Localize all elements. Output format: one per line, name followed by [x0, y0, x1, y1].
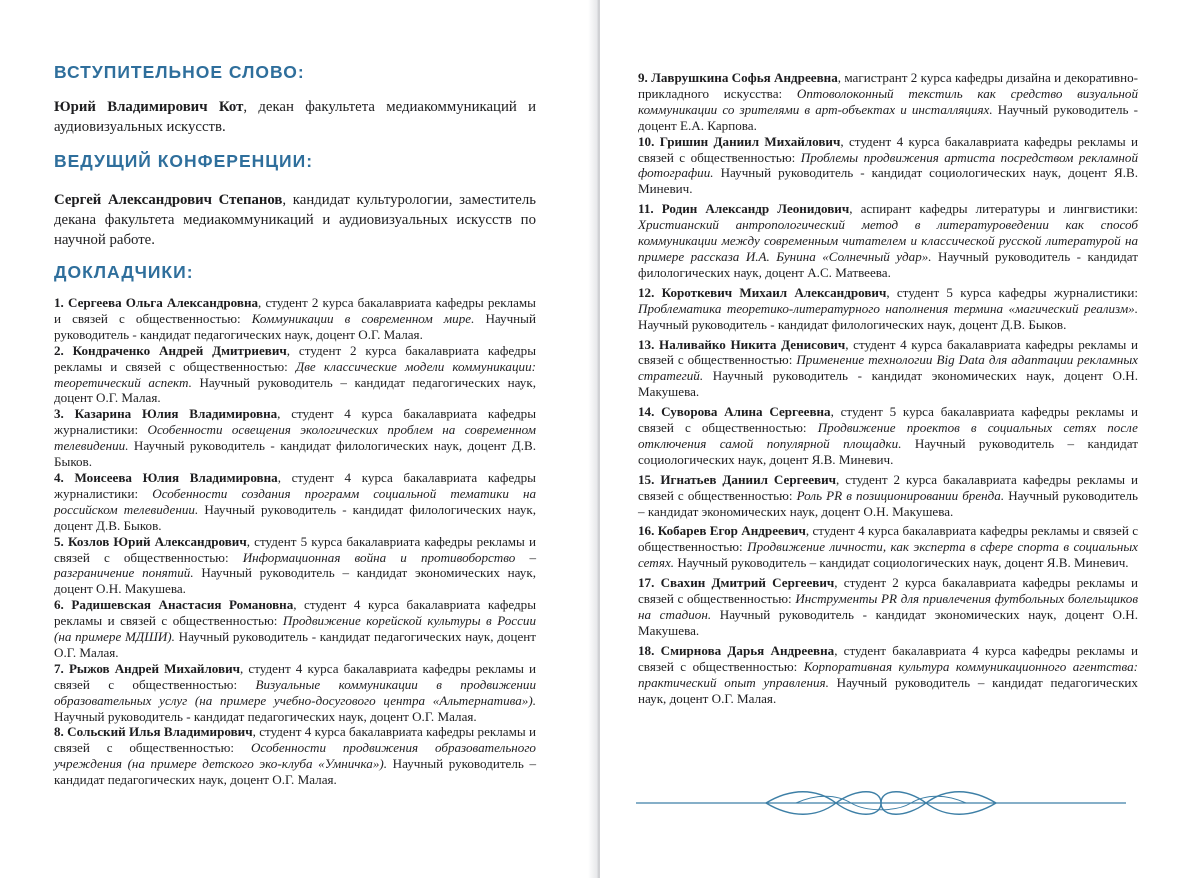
speaker-supervisor: Научный руководитель – кандидат педагогических наук, доцент О.Г. Малая.: [54, 374, 536, 406]
speaker-name: Сергеева Ольга Александровна: [67, 295, 259, 310]
speaker-info: , магистрант 2 курса кафедры дизайна и декоративно-прикладного искусства:: [638, 70, 1138, 101]
speaker-info: , студент 4 курса бакалавриата кафедры журналистики:: [54, 406, 537, 438]
speaker-supervisor: Научный руководитель - кандидат филологических наук, доцент А.С. Матвеева.: [638, 248, 1138, 280]
host-text: , кандидат культурологии, заместитель декана факультета медиакоммуникаций и аудиовизуальных искусств по научной работе.: [54, 192, 536, 248]
speaker-topic: Визуальные коммуникации в продвижении образовательных услуг (на примере учебно-досугового центра «Альтернатива»).: [54, 676, 536, 708]
speaker-supervisor: Научный руководитель - кандидат педагогических наук, доцент О.Г. Малая.: [54, 310, 536, 342]
speaker-supervisor: Научный руководитель – кандидат педагогических наук, доцент О.Г. Малая.: [638, 674, 1138, 706]
speaker-entry: [638, 285, 1138, 333]
speaker-supervisor: Научный руководитель – кандидат педагогических наук, доцент О.Г. Малая.: [54, 756, 536, 788]
speaker-entry: [54, 295, 536, 343]
intro-text: , декан факультета медиакоммуникаций и аудиовизуальных искусств.: [54, 99, 537, 135]
right-page: [600, 0, 1200, 878]
speaker-entry: [638, 70, 1138, 134]
speaker-topic: Продвижение проектов в социальных сетях после отключения самой популярной площадки.: [638, 420, 1138, 451]
speaker-supervisor: Научный руководитель – кандидат экономических наук, доцент О.Н. Макушева.: [638, 487, 1138, 519]
speaker-number: 8.: [54, 724, 64, 740]
speakers-list-left: [54, 295, 536, 788]
speaker-info: , студент 4 курса бакалавриата кафедры журналистики:: [54, 469, 536, 501]
speaker-entry: [54, 343, 536, 407]
left-page: [0, 0, 598, 878]
speaker-supervisor: Научный руководитель - кандидат филологических наук, доцент Д.В. Быков.: [54, 501, 536, 533]
speaker-topic: Особенности создания программ социальной тематики на российском телевидении.: [54, 485, 537, 517]
speaker-number: 9.: [638, 70, 648, 85]
speaker-entry: [638, 472, 1138, 520]
speaker-info: , студент 2 курса бакалавриата кафедры рекламы и связей с общественностью:: [638, 575, 1138, 607]
speaker-topic: Продвижение корейской культуры в России (на примере МДШИ).: [54, 613, 536, 645]
speaker-entry: [638, 404, 1138, 468]
speaker-info: , студент 5 курса бакалавриата кафедры рекламы и связей с общественностью:: [54, 533, 536, 565]
speaker-number: 11.: [638, 201, 654, 217]
speaker-supervisor: Научный руководитель - кандидат филологических наук, доцент Д.В. Быков.: [54, 438, 536, 470]
speaker-entry: [638, 337, 1138, 401]
speaker-number: 6.: [54, 597, 64, 613]
speaker-topic: Корпоративная культура коммуникационного агентства: практический опыт управления.: [638, 658, 1138, 690]
speaker-supervisor: Научный руководитель – кандидат экономических наук, доцент О.Н. Макушева.: [54, 565, 536, 597]
speaker-name: Лаврушкина Софья Андреевна: [651, 70, 838, 85]
speaker-info: , аспирант кафедры литературы и лингвистики:: [849, 201, 1139, 217]
speaker-number: 7.: [54, 660, 64, 676]
speaker-number: 14.: [638, 404, 655, 420]
speaker-entry: [638, 201, 1138, 281]
speaker-name: Кондраченко Андрей Дмитриевич: [72, 342, 287, 358]
speaker-number: 12.: [638, 284, 655, 300]
speaker-name: Суворова Алина Сергеевна: [661, 404, 831, 420]
speaker-number: 2.: [54, 342, 64, 358]
speaker-entry: [54, 470, 536, 534]
speaker-info: , студент 4 курса бакалавриата кафедры рекламы и связей с общественностью:: [638, 523, 1139, 555]
speaker-name: Игнатьев Даниил Сергеевич: [660, 471, 837, 487]
host-name: Сергей Александрович Степанов: [54, 192, 283, 208]
speaker-info: , студент 5 курса бакалавриата кафедры рекламы и связей с общественностью:: [638, 404, 1138, 436]
intro-heading: ВСТУПИТЕЛЬНОЕ СЛОВО:: [54, 62, 305, 82]
speaker-number: 5.: [54, 533, 64, 549]
speaker-supervisor: Научный руководитель – кандидат социологических наук, доцент Я.В. Миневич.: [674, 555, 1129, 571]
speaker-topic: Проблематика теоретико-литературного наполнения термина «магический реализм».: [638, 300, 1138, 316]
speaker-topic: Роль PR в позиционировании бренда.: [796, 487, 1005, 503]
speaker-name: Кобарев Егор Андреевич: [657, 523, 806, 539]
speaker-supervisor: Научный руководитель – кандидат социологических наук, доцент Я.В. Миневич.: [638, 435, 1138, 467]
speaker-supervisor: Научный руководитель - кандидат экономических наук, доцент О.Н. Макушева.: [638, 607, 1139, 638]
speaker-name: Гришин Даниил Михайлович: [659, 133, 841, 149]
speakers-heading: ДОКЛАДЧИКИ:: [54, 262, 194, 282]
speaker-topic: Особенности продвижения образовательного учреждения (на примере детского эко-клуба «Умничка»).: [54, 740, 536, 772]
speaker-info: , студент 4 курса бакалавриата кафедры рекламы и связей с общественностью:: [54, 660, 536, 692]
speaker-name: Смирнова Дарья Андреевна: [660, 642, 835, 658]
speaker-name: Казарина Юлия Владимировна: [74, 406, 278, 422]
speaker-number: 15.: [638, 471, 655, 487]
speaker-supervisor: Научный руководитель - кандидат филологических наук, доцент Д.В. Быков.: [638, 316, 1067, 332]
host-heading: ВЕДУЩИЙ КОНФЕРЕНЦИИ:: [54, 151, 314, 171]
speaker-name: Рыжов Андрей Михайлович: [68, 660, 241, 676]
speaker-entry: [638, 643, 1138, 707]
speaker-name: Наливайко Никита Денисович: [659, 336, 846, 352]
speaker-topic: Продвижение личности, как эксперта в сфере спорта в социальных сетях.: [638, 539, 1138, 571]
speaker-topic: Применение технологии Big Data для адаптации рекламных стратегий.: [638, 352, 1138, 384]
speaker-name: Короткевич Михаил Александрович: [661, 284, 887, 300]
speaker-entry: [54, 406, 536, 470]
speaker-info: , студент 4 курса бакалавриата кафедры рекламы и связей с общественностью:: [638, 336, 1138, 368]
speaker-supervisor: Научный руководитель - кандидат педагогических наук, доцент О.Г. Малая.: [54, 708, 477, 724]
speaker-info: , студент 4 курса бакалавриата кафедры рекламы и связей с общественностью:: [54, 597, 536, 629]
speaker-entry: [54, 661, 536, 725]
intro-name: Юрий Владимирович Кот: [54, 99, 244, 115]
speaker-entry: [54, 534, 536, 598]
speaker-topic: Две классические модели коммуникации: теоретический аспект.: [54, 358, 536, 390]
speaker-name: Сольский Илья Владимирович: [67, 724, 253, 740]
speaker-info: , студент 2 курса бакалавриата кафедры рекламы и связей с общественностью:: [638, 471, 1138, 503]
speaker-number: 13.: [638, 336, 655, 352]
speaker-entry: [638, 134, 1138, 198]
speaker-number: 10.: [638, 133, 655, 149]
speaker-topic: Коммуникации в современном мире.: [251, 310, 475, 326]
speaker-topic: Особенности освещения экологических проблем на современном телевидении.: [54, 422, 536, 454]
speaker-number: 3.: [54, 406, 64, 422]
speaker-name: Свахин Дмитрий Сергеевич: [660, 575, 835, 591]
speaker-supervisor: Научный руководитель - кандидат экономических наук, доцент О.Н. Макушева.: [638, 368, 1138, 400]
speaker-number: 16.: [638, 523, 655, 539]
speaker-name: Радишевская Анастасия Романовна: [71, 597, 294, 613]
speaker-number: 18.: [638, 642, 655, 658]
speaker-info: , студент бакалавриата 4 курса кафедры рекламы и связей с общественностью:: [638, 642, 1138, 674]
speaker-info: , студент 2 курса бакалавриата кафедры рекламы и связей с общественностью:: [54, 295, 536, 326]
speaker-number: 1.: [54, 295, 64, 310]
speakers-list-right: [638, 70, 1138, 706]
host-paragraph: [54, 190, 536, 250]
speaker-info: , студент 4 курса бакалавриата кафедры рекламы и связей с общественностью:: [54, 724, 536, 756]
speaker-name: Козлов Юрий Александрович: [67, 533, 247, 549]
speaker-number: 4.: [54, 469, 64, 485]
speaker-entry: [638, 523, 1138, 571]
speaker-entry: [54, 597, 536, 661]
speaker-name: Моисеева Юлия Владимировна: [74, 469, 278, 485]
speaker-entry: [638, 575, 1138, 639]
decorative-flourish-icon: [636, 786, 1126, 820]
speaker-topic: Информационная война и противоборство – разграничение понятий.: [54, 549, 536, 581]
speaker-info: , студент 2 курса бакалавриата кафедры рекламы и связей с общественностью:: [54, 342, 536, 374]
speaker-supervisor: Научный руководитель - кандидат социологических наук, доцент Я.В. Миневич.: [638, 165, 1138, 197]
speaker-topic: Инструменты PR для привлечения футбольных болельщиков на стадион.: [638, 591, 1139, 622]
speaker-number: 17.: [638, 575, 655, 591]
intro-paragraph: [54, 97, 536, 137]
speaker-name: Родин Александр Леонидович: [661, 201, 850, 217]
speaker-topic: Оптоволоконный текстиль как средство визуальной коммуникации со зрителями в арт-объектах и инсталляциях.: [638, 85, 1138, 117]
speaker-info: , студент 4 курса бакалавриата кафедры рекламы и связей с общественностью:: [638, 133, 1138, 165]
speaker-topic: Проблемы продвижения артиста посредством рекламной фотографии.: [638, 149, 1138, 181]
speaker-supervisor: Научный руководитель - доцент Е.А. Карпова.: [638, 101, 1138, 133]
speaker-supervisor: Научный руководитель - кандидат педагогических наук, доцент О.Г. Малая.: [54, 629, 536, 660]
speaker-info: , студент 5 курса кафедры журналистики:: [886, 284, 1138, 300]
speaker-topic: Христианский антропологический метод в литературоведении как способ коммуникации между современным читателем и классической русской литературой на примере рассказа И.А. Бунина «Солнечный удар».: [638, 217, 1138, 264]
speaker-entry: [54, 724, 536, 788]
